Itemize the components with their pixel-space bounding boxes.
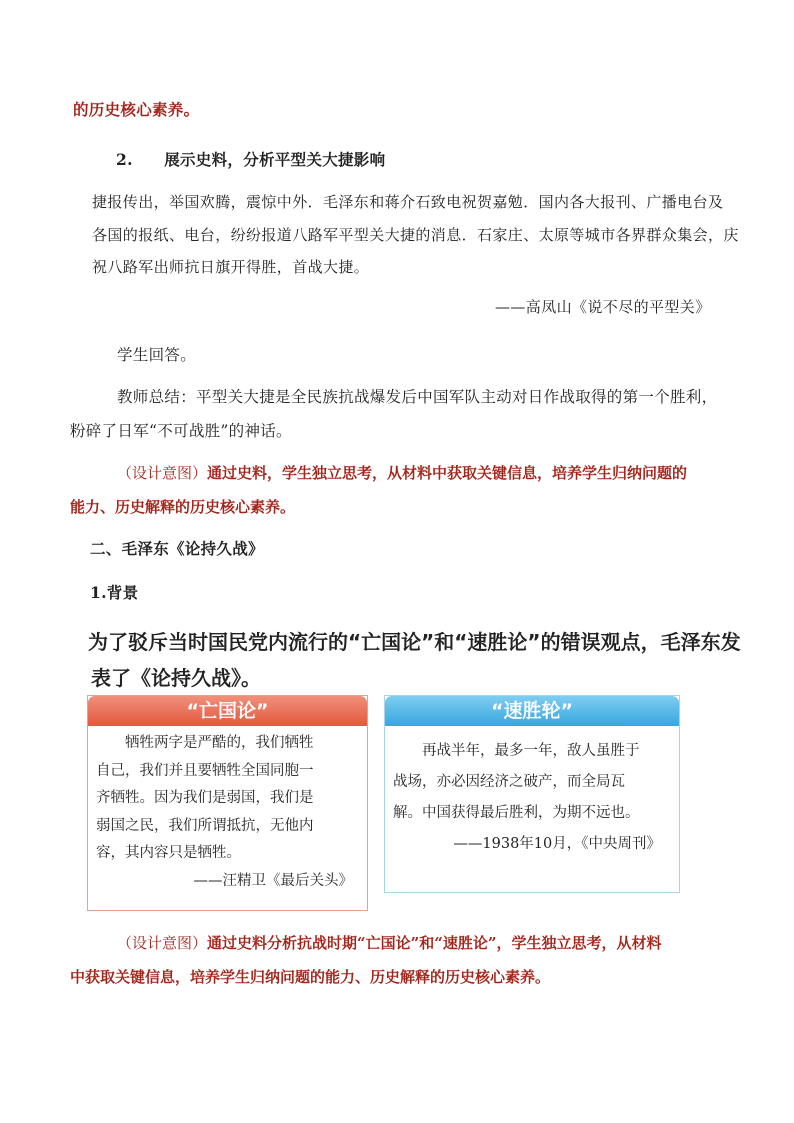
box-line: 再战半年，最多一年，敌人虽胜于 — [422, 743, 640, 759]
design-label: （设计意图） — [117, 934, 208, 952]
quote-source: ——高凤山《说不尽的平型关》 — [495, 298, 711, 316]
box-line: 弱国之民，我们所谓抵抗，无他内 — [96, 817, 314, 834]
wangguo-theory-box — [87, 695, 368, 911]
design-intent — [70, 926, 740, 994]
design-intent — [70, 456, 740, 524]
box-line: 解。中国获得最后胜利，为期不远也。 — [393, 805, 640, 821]
section-title: 展示史料，分析平型关大捷影响 — [164, 150, 386, 169]
slide-text-line: 为了驳斥当时国民党内流行的“亡国论”和“速胜论”的错误观点，毛泽东发 — [88, 630, 741, 654]
design-text: 通过史料，学生独立思考，从材料中获取关键信息，培养学生归纳问题的 — [207, 464, 688, 482]
box-source: ——汪精卫《最后关头》 — [193, 872, 353, 889]
quote-line: 捷报传出，举国欢腾，震惊中外．毛泽东和蒋介石致电祝贺嘉勉．国内各大报刊、广播电台及 — [92, 193, 724, 211]
design-text: 能力、历史解释的历史核心素养。 — [70, 498, 296, 516]
quote-line: 各国的报纸、电台，纷纷报道八路军平型关大捷的消息．石家庄、太原等城市各界群众集会，庆 — [92, 225, 739, 244]
design-text: 中获取关键信息，培养学生归纳问题的能力、历史解释的历史核心素养。 — [70, 968, 551, 986]
box-line: 容，其内容只是牺牲。 — [96, 845, 241, 861]
box-line: 战场，亦必因经济之破产，而全局瓦 — [393, 774, 625, 790]
design-text: 通过史料分析抗战时期“亡国论”和“速胜论”，学生独立思考，从材料 — [207, 934, 662, 952]
intro-line: 的历史核心素养。 — [73, 100, 200, 119]
part-heading: 二、毛泽东《论持久战》 — [90, 539, 264, 558]
box-line: 牺牲两字是严酷的，我们牺牲 — [125, 735, 314, 751]
sub-heading: 1.背景 — [90, 583, 139, 602]
design-label: （设计意图） — [117, 464, 208, 482]
student-answer: 学生回答。 — [117, 346, 197, 364]
box-title: “亡国论” — [88, 696, 367, 726]
box-line: 齐牺牲。因为我们是弱国，我们是 — [96, 790, 314, 806]
summary-line: 教师总结：平型关大捷是全民族抗战爆发后中国军队主动对日作战取得的第一个胜利， — [117, 388, 718, 406]
susheng-theory-box — [384, 695, 680, 893]
section-heading — [116, 143, 385, 177]
box-line: 自己，我们并且要牺牲全国同胞一 — [96, 762, 314, 779]
box-title: “速胜轮” — [385, 696, 679, 726]
box-source: ——1938年10月，《中央周刊》 — [453, 836, 661, 852]
slide-text-line: 表了《论持久战》。 — [91, 666, 261, 690]
historical-quote — [92, 186, 739, 284]
teacher-summary — [70, 380, 740, 448]
box-body — [385, 726, 679, 860]
summary-line: 粉碎了日军“不可战胜”的神话。 — [70, 422, 292, 440]
section-number: 2. — [116, 150, 133, 169]
box-body — [88, 726, 367, 895]
slide-text — [88, 624, 748, 696]
quote-line: 祝八路军出师抗日旗开得胜，首战大捷。 — [92, 258, 370, 276]
